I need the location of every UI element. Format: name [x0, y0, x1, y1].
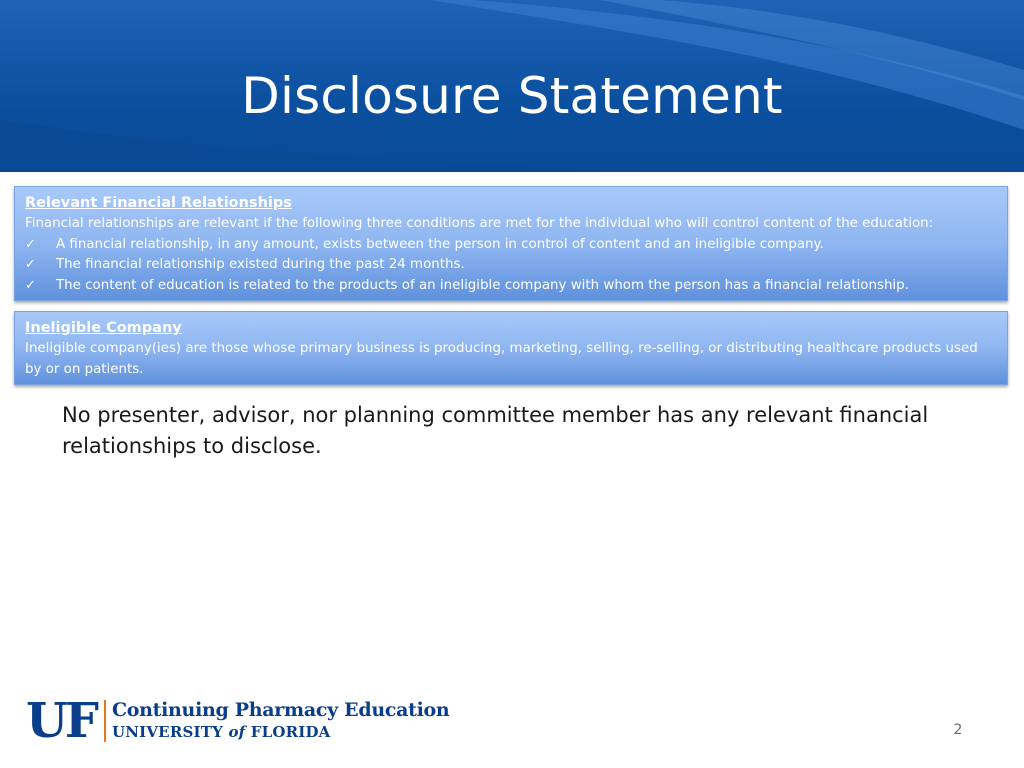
page-number: 2 [953, 722, 963, 738]
logo-line-department: Continuing Pharmacy Education [111, 699, 450, 721]
condition-text: The content of education is related to the products of an ineligible company with whom the person has a financial relationship. [56, 277, 909, 293]
uf-logo [26, 693, 450, 749]
logo-divider [104, 700, 106, 742]
condition-item [25, 255, 997, 276]
uf-logo-mark: UF [26, 693, 96, 749]
checkmark-icon: ✓ [25, 236, 36, 252]
ineligible-company-text: Ineligible company(ies) are those whose primary business is producing, marketing, selling, re-selling, or distributing healthcare products used by or on patients. [25, 341, 978, 377]
checkmark-icon: ✓ [25, 257, 36, 273]
slide-title: Disclosure Statement [241, 67, 783, 125]
relevant-financial-relationships-heading: Relevant Financial Relationships [25, 195, 292, 211]
condition-item [25, 276, 997, 297]
logo-text [112, 699, 449, 743]
condition-text: A financial relationship, in any amount, exists between the person in control of content and an ineligible company. [56, 236, 824, 252]
logo-university-word: UNIVERSITY [111, 723, 229, 741]
disclosure-statement-text: No presenter, advisor, nor planning committee member has any relevant financial relationships to disclose. [62, 403, 929, 458]
ineligible-company-heading: Ineligible Company [25, 320, 182, 336]
condition-text: The financial relationship existed during the past 24 months. [56, 257, 465, 273]
relevant-financial-relationships-box [14, 186, 1008, 301]
condition-item [25, 235, 997, 256]
logo-line-university [112, 721, 449, 743]
ineligible-company-box [14, 311, 1008, 385]
relevant-intro-text: Financial relationships are relevant if the following three conditions are met for the individual who will control content of the education: [25, 216, 934, 231]
slide-header [0, 0, 1024, 172]
logo-of-word: of [228, 723, 246, 741]
logo-florida-word: FLORIDA [245, 723, 331, 741]
checkmark-icon: ✓ [25, 277, 36, 293]
